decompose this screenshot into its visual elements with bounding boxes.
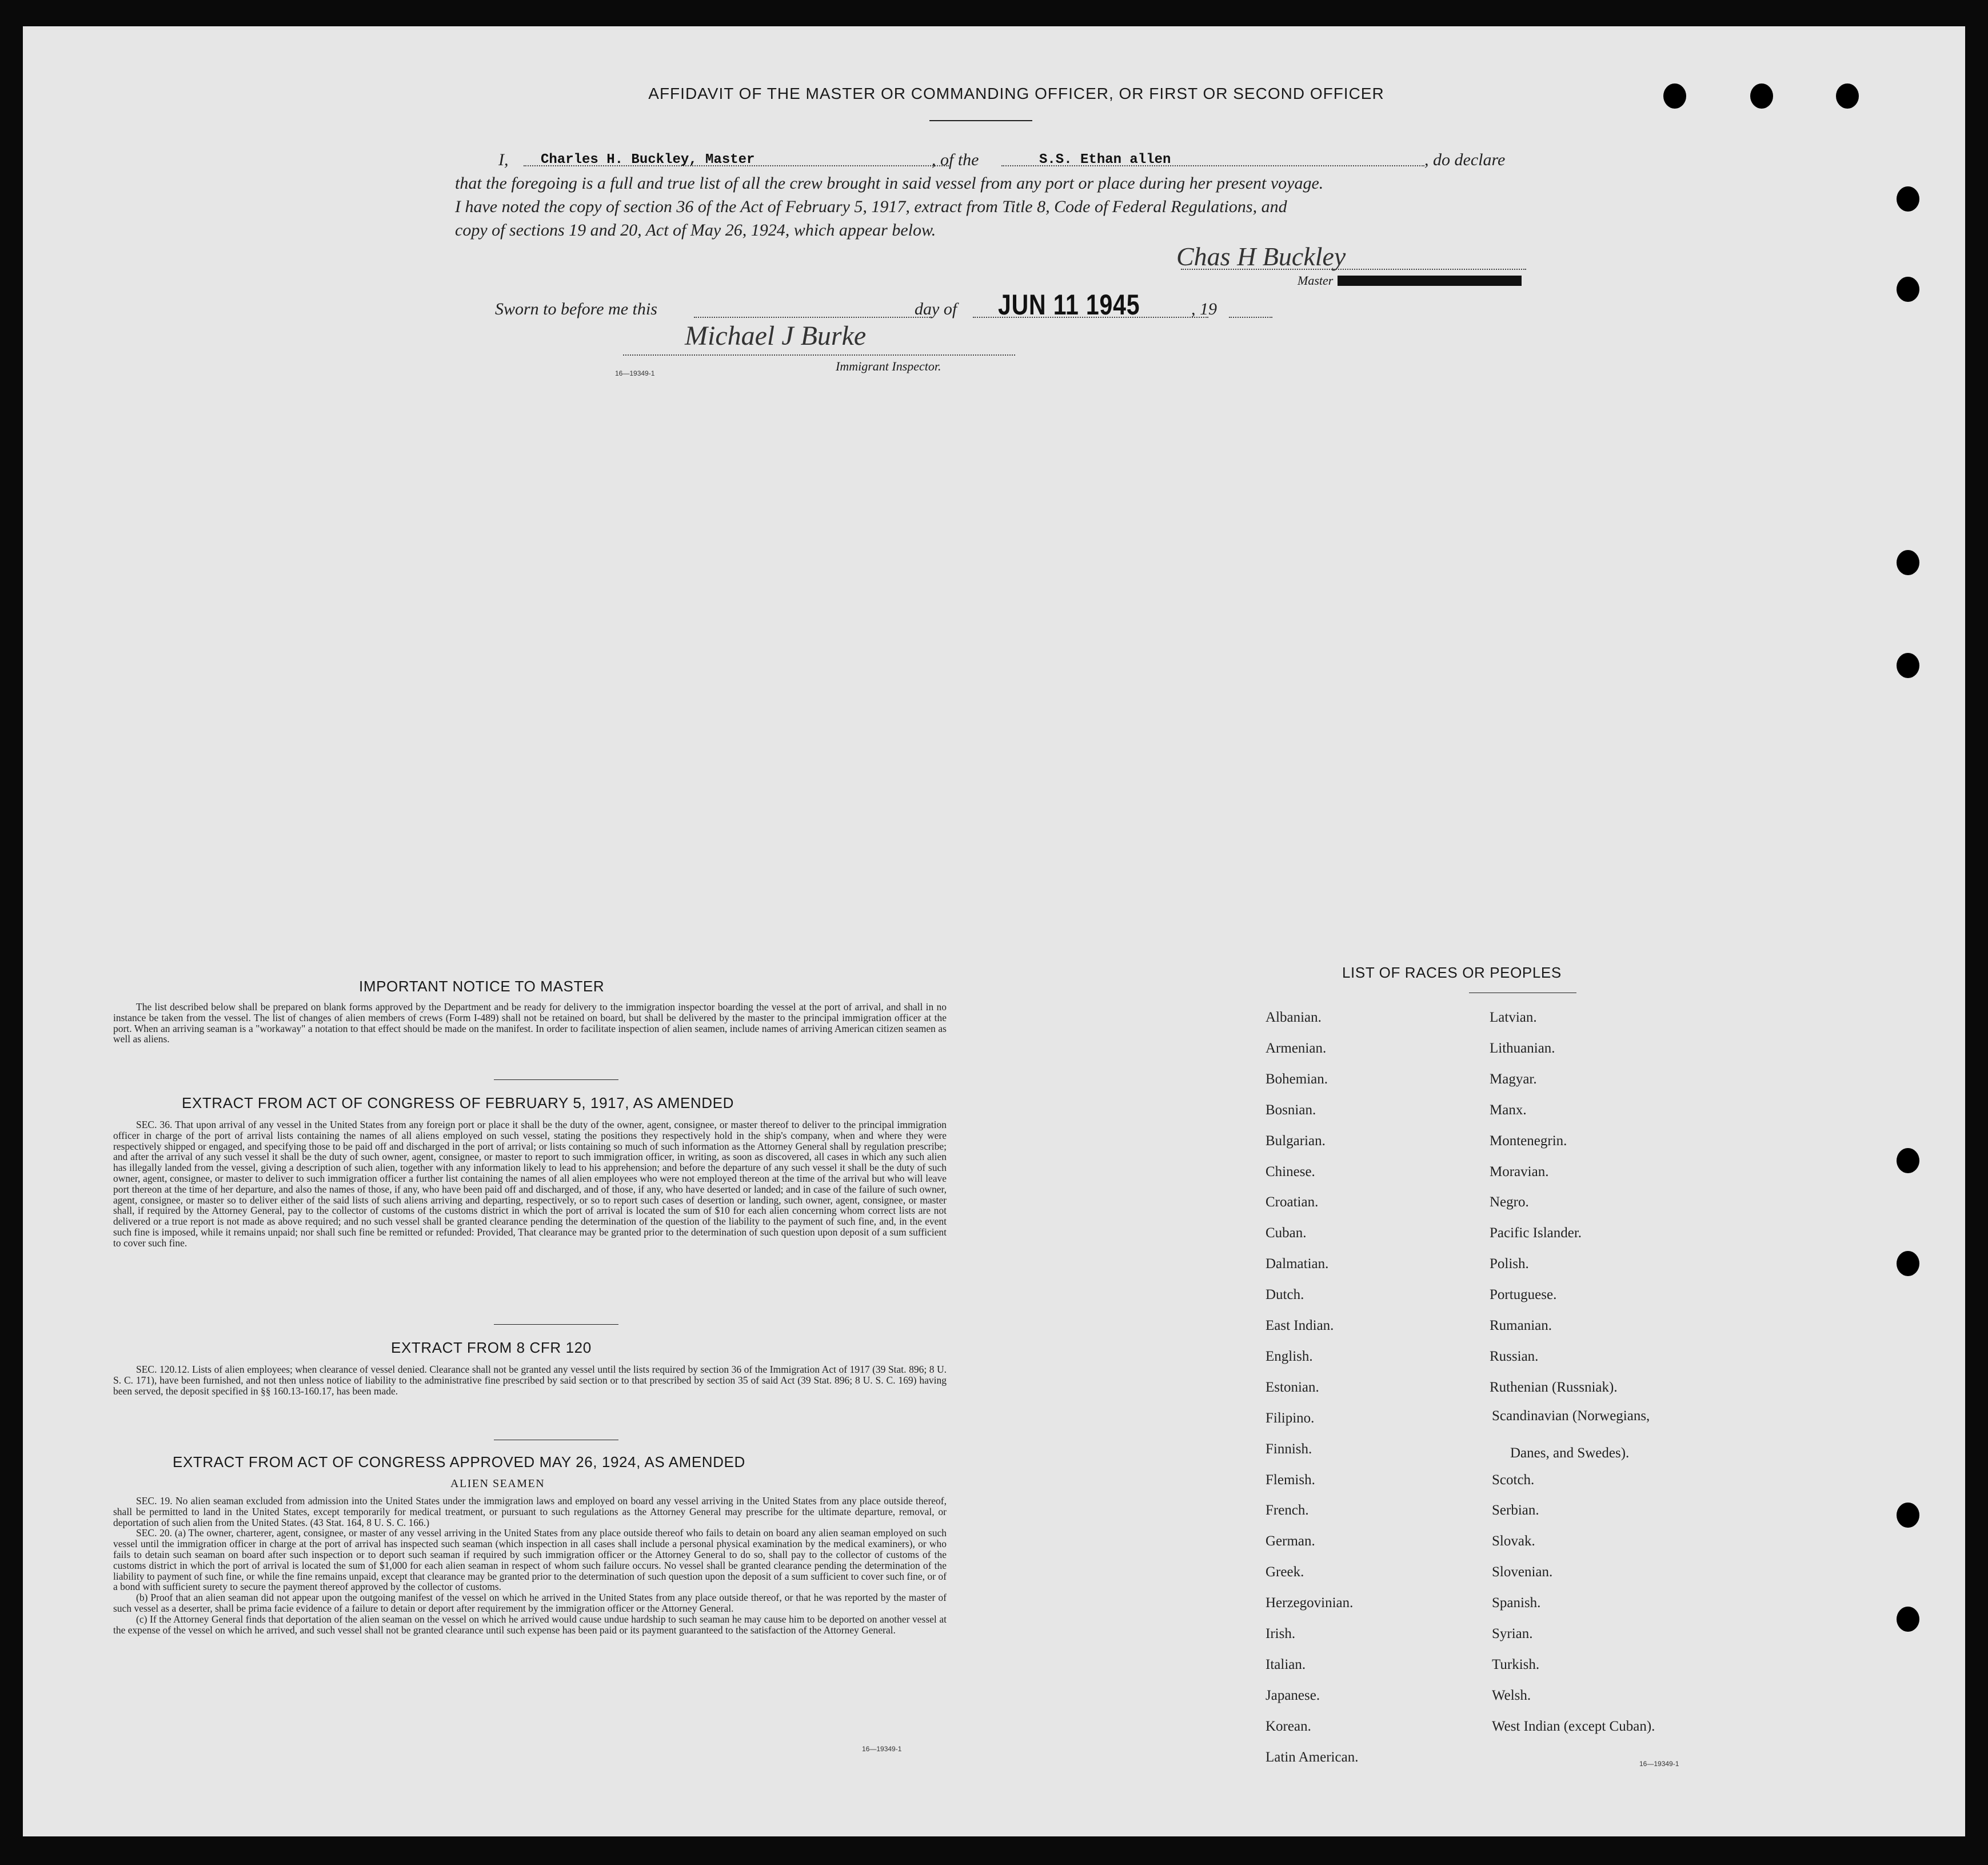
race-left-item: East Indian. (1266, 1318, 1334, 1333)
punch-hole (1897, 277, 1919, 302)
extract-1917-body: SEC. 36. That upon arrival of any vessel in the United States from any foreign port or place it shall be the duty of the owner, agent, consignee, or master thereof to deliver to the principal immigration officer in charge of the port of arrival lists containing the names of all aliens employed on such vessel, stating the positions they respectively hold in the ship's company, when and where they were respectively shipped or engaged, and specifying those to be paid off and discharged in the port of arrival; or lists containing so much of such information as the Attorney General shall by regulation prescribe; and after the arrival of any such vessel it shall be the duty of such owner, agent, consignee, or master to report to such immigration officer, in writing, as soon as discovered, all cases in which any such alien has illegally landed from the vessel, giving a description of such alien, together with any information likely to lead to his apprehension; and before the departure of any such vessel it shall be the duty of such owner, agent, consignee, or master to deliver to such immigration officer a further list containing the names of all alien employees who were not employed thereon at the time of the arrival but who will leave port thereon at the time of her departure, and also the names of those, if any, who have been paid off and discharged, and of those, if any, who have deserted or landed; and in case of the failure of such owner, agent, consignee, or master so to deliver either of the said lists of such aliens arriving and departing, respectively, or so to report such cases of desertion or landing, such owner, agent, consignee, or master shall, if required by the Attorney General, pay to the collector of customs of the customs district in which the port of arrival is located the sum of $10 for each alien concerning whom correct lists are not delivered or a true report is not made as above required; and no such vessel shall be granted clearance pending the determination of the question of the liability to the payment of such fine, and, in the event such fine is imposed, while it remains unpaid; nor shall such fine be remitted or refunded: Provided, That clearance may be granted prior to the determination of such question upon deposit of a sum sufficient to cover such fine. (113, 1119, 947, 1249)
master-signature-line (1181, 269, 1526, 270)
race-right-item: Spanish. (1492, 1595, 1541, 1611)
race-left-item: Dutch. (1266, 1287, 1304, 1303)
race-left-item: Bulgarian. (1266, 1133, 1326, 1149)
race-right-item: Rumanian. (1490, 1318, 1552, 1333)
title-divider (929, 120, 1032, 121)
extract-8cfr-title: EXTRACT FROM 8 CFR 120 (391, 1339, 592, 1356)
race-right-item: Russian. (1490, 1348, 1539, 1364)
inspector-label: Immigrant Inspector. (836, 359, 941, 373)
sec-19-text: SEC. 19. No alien seaman excluded from admission into the United States under the immigration laws and employed on board any vessel arriving in the United States from any place outside thereof, shall be permitted to land in the United States, except temporarily for medical treatment, or pursuant to such regulations as the Attorney General may prescribe for the ultimate departure, removal, or deportation of such alien from the United States. (43 Stat. 164, 8 U. S. C. 166.) (113, 1495, 947, 1528)
race-right-item: Slovak. (1492, 1533, 1535, 1549)
punch-hole (1750, 83, 1773, 109)
race-right-item: Turkish. (1492, 1656, 1540, 1672)
punch-hole (1897, 653, 1919, 678)
race-left-item: German. (1266, 1533, 1315, 1549)
affidavit-line-3: I have noted the copy of section 36 of the Act of February 5, 1917, extract from Title 8, Code of Federal Regulations, and (455, 197, 1287, 216)
punch-hole (1897, 1148, 1919, 1173)
race-right-item: Portuguese. (1490, 1287, 1557, 1303)
races-title: LIST OF RACES OR PEOPLES (1342, 964, 1562, 981)
race-left-item: Croatian. (1266, 1194, 1319, 1210)
race-left-item: Finnish. (1266, 1441, 1312, 1457)
do-declare-label: , do declare (1424, 150, 1506, 169)
affidavit-title: AFFIDAVIT OF THE MASTER OR COMMANDING OFFICER, OR FIRST OR SECOND OFFICER (648, 85, 1384, 102)
affidavit-line-2: that the foregoing is a full and true list of all the crew brought in said vessel from any port or place during her present voyage. (455, 174, 1324, 193)
race-left-item: Albanian. (1266, 1010, 1322, 1025)
race-right-item: Welsh. (1492, 1687, 1531, 1703)
race-right-item: Scandinavian (Norwegians, (1492, 1408, 1650, 1424)
notice-divider (494, 1079, 618, 1080)
year-line (1229, 317, 1272, 318)
form-number: 16—19349-1 (615, 369, 655, 377)
notice-title: IMPORTANT NOTICE TO MASTER (359, 978, 605, 995)
race-left-item: French. (1266, 1503, 1309, 1519)
race-right-item: Lithuanian. (1490, 1040, 1555, 1056)
redacted-strikeout (1338, 276, 1522, 286)
race-left-item: Greek. (1266, 1564, 1304, 1580)
race-left-item: Japanese. (1266, 1687, 1320, 1703)
race-right-item: Moravian. (1490, 1163, 1549, 1179)
affidavit-i-label: I, (498, 150, 509, 169)
inspector-signature: Michael J Burke (685, 321, 867, 351)
punch-hole (1897, 1503, 1919, 1528)
affidavit-line-4: copy of sections 19 and 20, Act of May 26, 1924, which appear below. (455, 221, 936, 240)
master-signature: Chas H Buckley (1176, 242, 1346, 271)
race-left-item: Herzegovinian. (1266, 1595, 1354, 1611)
race-left-item: Italian. (1266, 1656, 1306, 1672)
punch-hole (1897, 1251, 1919, 1276)
punch-hole (1897, 550, 1919, 575)
extract-1917-title: EXTRACT FROM ACT OF CONGRESS OF FEBRUARY 5, 1917, AS AMENDED (182, 1094, 734, 1111)
race-left-item: Cuban. (1266, 1225, 1307, 1241)
sec-20b-text: (b) Proof that an alien seaman did not appear upon the outgoing manifest of the vessel on which he arrived in the United States from any place outside thereof, or that he was reported by the master of such vessel as a deserter, shall be prima facie evidence of a failure to detain or deport after requirement by the immigration officer or the Attorney General. (113, 1592, 947, 1614)
document-page (23, 26, 1965, 1836)
race-left-item: Korean. (1266, 1718, 1311, 1734)
race-left-item: Chinese. (1266, 1163, 1315, 1179)
race-left-item: Dalmatian. (1266, 1256, 1329, 1272)
race-left-item: Bohemian. (1266, 1071, 1328, 1087)
race-right-item: West Indian (except Cuban). (1492, 1718, 1655, 1734)
race-right-item: Negro. (1490, 1194, 1529, 1210)
race-right-item: Polish. (1490, 1256, 1529, 1272)
race-left-item: Latin American. (1266, 1749, 1359, 1765)
race-left-item: Bosnian. (1266, 1102, 1316, 1118)
races-form-number: 16—19349-1 (1639, 1760, 1679, 1768)
race-right-item: Slovenian. (1492, 1564, 1553, 1580)
race-left-item: Flemish. (1266, 1472, 1315, 1488)
punch-hole (1836, 83, 1859, 109)
race-left-item: Armenian. (1266, 1040, 1327, 1056)
master-name-value: Charles H. Buckley, Master (541, 152, 755, 168)
race-right-item: Pacific Islander. (1490, 1225, 1582, 1241)
punch-hole (1897, 1607, 1919, 1632)
notice-body: The list described below shall be prepared on blank forms approved by the Department and be ready for delivery to the immigration inspector boarding the vessel at the port of arrival, and shall in no instance be taken from the vessel. The list of changes of alien members of crews (Form I-489) shall not be retained on board, but shall be delivered by the master to the principal immigration officer at the port. When an arriving seaman is a "workaway" a notation to that effect should be made on the manifest. In order to facilitate inspection of alien seamen, include names of arriving American citizen seamen as well as aliens. (113, 1001, 947, 1045)
race-right-item: Latvian. (1490, 1010, 1537, 1025)
race-left-item: Filipino. (1266, 1410, 1315, 1426)
extract-1924-body (113, 1496, 947, 1635)
extract-1917-divider (494, 1324, 618, 1325)
race-left-item: English. (1266, 1348, 1313, 1364)
day-of-label: day of (915, 300, 957, 318)
date-stamp: JUN 11 1945 (998, 289, 1140, 321)
race-left-item: Estonian. (1266, 1379, 1319, 1395)
race-right-item: Syrian. (1492, 1626, 1533, 1641)
sec-20a-text: SEC. 20. (a) The owner, charterer, agent, consignee, or master of any vessel arriving in the United States from any place outside thereof who fails to detain on board any alien seaman employed on such vessel until the immigration officer in charge at the port of arrival has inspected such seaman (which inspection in all cases shall include a personal physical examination by the medical examiners), or who fails to detain such seaman on board after such inspection or to deport such seaman if required by such immigration officer or the Attorney General to do so, shall pay to the collector of customs of the customs district in which the port of arrival is located the sum of $1,000 for each alien seaman in respect of whom such failure occurs. No vessel shall be granted clearance pending the determination of the liability to payment of such fine, or while the fine remains unpaid, except that clearance may be granted prior to the determination of such question upon the deposit of a sum sufficient to cover such fine, or of a bond with sufficient surety to secure the payment thereof approved by the collector of customs. (113, 1527, 947, 1593)
race-right-item: Magyar. (1490, 1071, 1537, 1087)
extract-form-number: 16—19349-1 (862, 1745, 902, 1753)
vessel-name-value: S.S. Ethan allen (1039, 152, 1171, 168)
sec-20c-text: (c) If the Attorney General finds that deportation of the alien seaman on the vessel on which he arrived would cause undue hardship to such seaman he may cause him to be deported on another vessel at the expense of the vessel on which he arrived, and such vessel shall not be granted clearance until such expense has been paid or its payment guaranteed to the satisfaction of the Attorney General. (113, 1613, 947, 1636)
race-right-item: Scotch. (1492, 1472, 1535, 1488)
race-scandinavian-line-2: Danes, and Swedes). (1510, 1445, 1630, 1461)
race-right-item: Serbian. (1492, 1503, 1539, 1519)
punch-hole (1663, 83, 1686, 109)
extract-8cfr-body: SEC. 120.12. Lists of alien employees; when clearance of vessel denied. Clearance shall not be granted any vessel until the lists required by section 36 of the Immigration Act of 1917 (39 Stat. 896; 8 U. S. C. 171), have been furnished, and not then unless notice of liability to the administrative fine prescribed by said section or to that prescribed by section 35 of said Act (39 Stat. 896; 8 U. S. C. 169) having been served, the deposit specified in §§ 160.13-160.17, has been made. (113, 1364, 947, 1397)
sworn-day-line (694, 317, 932, 318)
race-right-item: Manx. (1490, 1102, 1527, 1118)
race-right-item: Montenegrin. (1490, 1133, 1567, 1149)
race-right-item: Ruthenian (Russniak). (1490, 1379, 1618, 1395)
extract-1924-title: EXTRACT FROM ACT OF CONGRESS APPROVED MAY 26, 1924, AS AMENDED (173, 1453, 745, 1471)
sworn-label: Sworn to before me this (495, 300, 657, 318)
of-the-label: , of the (932, 150, 979, 169)
year-prefix-label: , 19 (1191, 300, 1217, 318)
master-label: Master (1298, 273, 1334, 288)
punch-hole (1897, 186, 1919, 212)
inspector-signature-line (623, 354, 1015, 356)
race-left-item: Irish. (1266, 1626, 1296, 1641)
extract-1924-subtitle: ALIEN SEAMEN (450, 1477, 545, 1490)
